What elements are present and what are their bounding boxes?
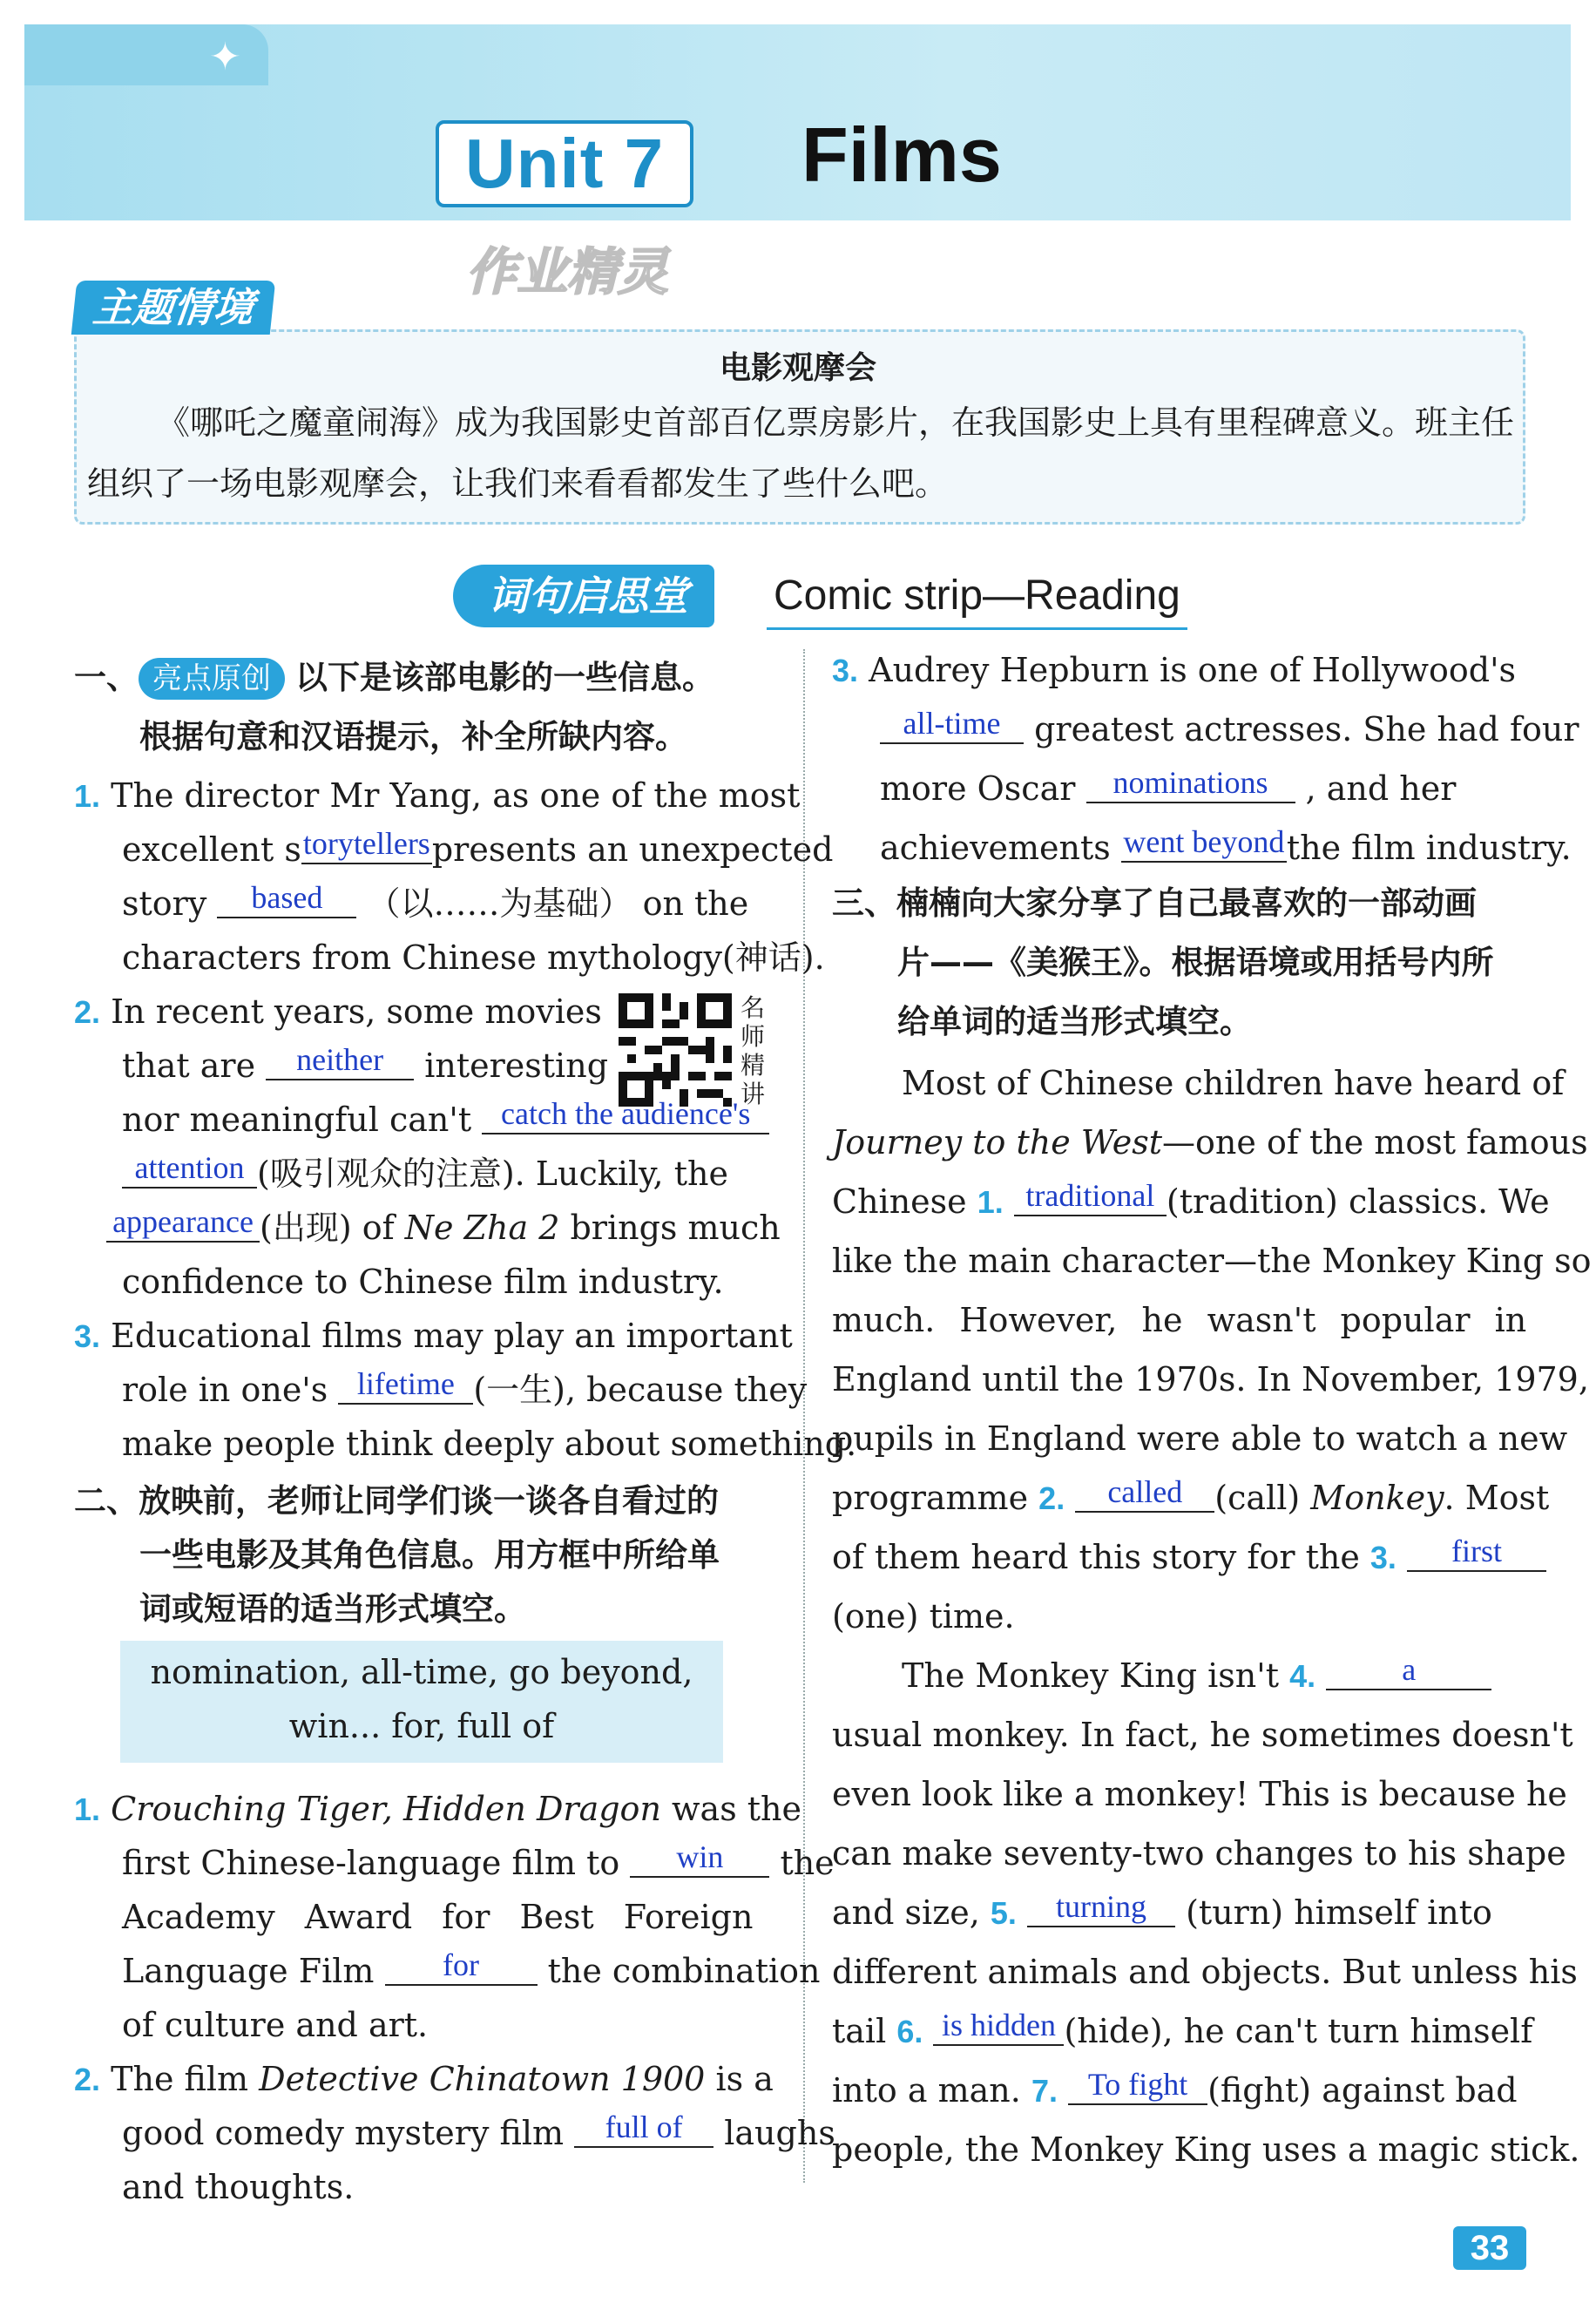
p1-q2-line3: nor meaningful can't catch the audience's (122, 1093, 769, 1147)
answer-blank[interactable]: lifetime (338, 1363, 473, 1405)
part3-instruction-2: 片——《美猴王》。根据语境或用括号内所 (897, 944, 1494, 981)
p2-q3-line4: achievements went beyondthe film industry. (880, 821, 1572, 875)
p3-line10: (one) time. (832, 1597, 1015, 1636)
p1-q1-line1: 1. The director Mr Yang, as one of the most (74, 776, 801, 815)
answer-blank[interactable]: full of (574, 2106, 713, 2148)
p2-q1-line3: Academy Award for Best Foreign (122, 1898, 754, 1936)
answer-blank[interactable]: a (1326, 1649, 1491, 1690)
p3-line2: Journey to the West—one of the most famous (832, 1123, 1588, 1162)
p1-q1-line3: story based （以……为基础） on the (122, 877, 748, 931)
p3-line12: usual monkey. In fact, he sometimes doesn't (832, 1716, 1573, 1754)
qr-code-icon[interactable] (619, 993, 732, 1107)
answer-blank[interactable]: turning (1027, 1886, 1175, 1927)
answer-blank[interactable]: for (385, 1944, 538, 1986)
p2-q2-line2: good comedy mystery film full of laughs (122, 2106, 835, 2160)
p3-line18: into a man. 7. To fight (fight) against bad (832, 2063, 1518, 2118)
p2-q3-line3: more Oscar nominations , and her (880, 762, 1456, 816)
watermark: 作业精灵 (466, 242, 669, 301)
p3-line16: different animals and objects. But unless his (832, 1953, 1578, 1991)
section-tag: 词句启思堂 (453, 565, 714, 627)
answer-blank[interactable]: called (1075, 1471, 1214, 1513)
p3-line6: England until the 1970s. In November, 1979, (832, 1360, 1589, 1399)
theme-tag: 主题情境 (71, 281, 276, 335)
p1-q3-line1: 3. Educational films may play an important (74, 1317, 793, 1355)
theme-title: 电影观摩会 (719, 350, 876, 386)
p1-q2-line6: confidence to Chinese film industry. (122, 1263, 724, 1301)
part3-instruction-3: 给单词的适当形式填空。 (897, 1003, 1252, 1040)
page-number: 33 (1453, 2226, 1526, 2270)
unit-title: Films (801, 112, 1002, 198)
part2-instruction-3: 词或短语的适当形式填空。 (139, 1590, 526, 1628)
p2-q1-line4: Language Film for the combination (122, 1944, 821, 1998)
p3-line7: pupils in England were able to watch a new (832, 1419, 1568, 1458)
answer-blank[interactable]: all-time (880, 702, 1024, 744)
part2-instruction-1: 二、放映前，老师让同学们谈一谈各自看过的 (74, 1482, 719, 1520)
p1-q2-line5: appearance (出现) of Ne Zha 2 brings much (106, 1201, 781, 1255)
p2-q1-line2: first Chinese-language film to win the (122, 1836, 835, 1890)
p3-line13: even look like a monkey! This is because he (832, 1775, 1567, 1813)
answer-blank[interactable]: win (630, 1836, 769, 1878)
answer-blank[interactable]: based (217, 877, 356, 918)
part2-instruction-2: 一些电影及其角色信息。用方框中所给单 (139, 1536, 720, 1574)
p3-line11: The Monkey King isn't 4. a (902, 1649, 1491, 1703)
answer-blank[interactable]: went beyond (1121, 821, 1287, 863)
p1-q3-line3: make people think deeply about something. (122, 1425, 857, 1463)
answer-blank[interactable]: neither (266, 1039, 414, 1080)
p2-q1-line1: 1. Crouching Tiger, Hidden Dragon was the (74, 1790, 802, 1828)
p1-q2-line4: attention (吸引观众的注意). Luckily, the (122, 1147, 728, 1201)
p3-line15: and size, 5. turning (turn) himself into (832, 1886, 1492, 1940)
highlight-badge: 亮点原创 (139, 658, 285, 700)
answer-blank[interactable]: nominations (1086, 762, 1295, 803)
p2-q3-line2: all-time greatest actresses. She had four (880, 702, 1579, 756)
p2-q3-line1: 3. Audrey Hepburn is one of Hollywood's (832, 651, 1517, 689)
part3-instruction-1: 三、楠楠向大家分享了自己最喜欢的一部动画 (832, 884, 1477, 922)
p2-q2-line3: and thoughts. (122, 2168, 355, 2206)
p3-line3: Chinese 1. traditional (tradition) classics. We (832, 1175, 1550, 1229)
answer-blank[interactable]: traditional (1014, 1175, 1167, 1216)
sparkle-icon: ✦ (209, 35, 241, 79)
qr-caption: 名师精讲 (741, 993, 766, 1108)
p1-q2-line2: that are neither interesting (122, 1039, 608, 1093)
p1-q3-line2: role in one's lifetime (一生), because they (122, 1363, 807, 1417)
answer-blank[interactable]: torytellers (301, 823, 432, 864)
p3-line1: Most of Chinese children have heard of (902, 1064, 1565, 1102)
p1-q2-line1: 2. In recent years, some movies (74, 992, 602, 1031)
p3-line14: can make seventy-two changes to his shape (832, 1834, 1566, 1873)
p3-line5: much. However, he wasn't popular in (832, 1301, 1527, 1339)
theme-text: 《哪吒之魔童闹海》成为我国影史首部百亿票房影片，在我国影史上具有里程碑意义。班主任组织了一场电影观摩会，让我们来看看都发生了些什么吧。 (87, 403, 1515, 503)
answer-blank[interactable]: catch the audience's (482, 1093, 769, 1134)
p1-q1-line4: characters from Chinese mythology(神话). (122, 938, 825, 977)
p3-line8: programme 2. called (call) Monkey. Most (832, 1471, 1549, 1526)
p3-line19: people, the Monkey King uses a magic stick. (832, 2130, 1580, 2169)
section-subtitle: Comic strip—Reading (767, 565, 1187, 630)
p3-line4: like the main character—the Monkey King so (832, 1242, 1592, 1280)
answer-blank[interactable]: appearance (106, 1201, 260, 1243)
answer-blank[interactable]: To fight (1068, 2063, 1207, 2105)
p2-q1-line5: of culture and art. (122, 2006, 429, 2044)
answer-blank[interactable]: is hidden (933, 2004, 1064, 2046)
word-box: nomination, all-time, go beyond, win... for, full of (120, 1641, 723, 1763)
unit-label: Unit 7 (436, 120, 693, 207)
answer-blank[interactable]: first (1407, 1530, 1546, 1572)
p3-line9: of them heard this story for the 3. first (832, 1530, 1546, 1585)
answer-blank[interactable]: attention (122, 1147, 257, 1189)
p3-line17: tail 6. is hidden (hide), he can't turn himself (832, 2004, 1532, 2059)
p2-q2-line1: 2. The film Detective Chinatown 1900 is a (74, 2060, 774, 2098)
part1-instruction-2: 根据句意和汉语提示，补全所缺内容。 (139, 718, 687, 755)
p1-q1-line2: excellent storytellerspresents an unexpected (122, 823, 833, 877)
part1-instruction: 一、 亮点原创 以下是该部电影的一些信息。 (74, 649, 714, 707)
